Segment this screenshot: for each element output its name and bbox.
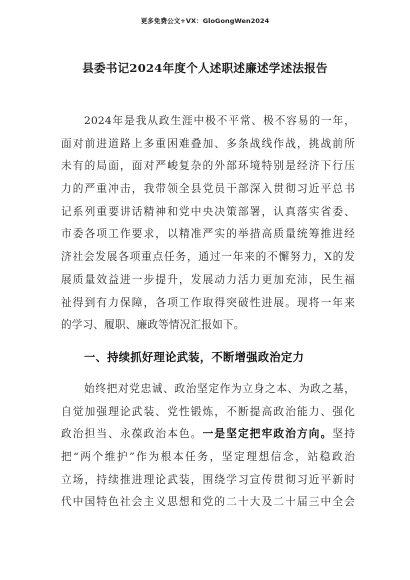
paragraph-line: 祉得到有力保障，各项工作取得突破性进展。现将一年来 [61,296,355,309]
paragraph-line: 2024年是我从政生涯中极不平常、极不容易的一年， [84,115,355,127]
paragraph-section1 [61,378,355,514]
paragraph-intro [61,110,355,337]
paragraph-line: 的学习、履职、廉政等情况汇报如下。 [61,319,245,332]
header-watermark: 更多免费公文+VX：GloGongWen2024 [140,17,270,25]
paragraph-line: 把“两个维护”作为根本任务，坚定理想信念，站稳政治 [61,451,355,464]
paragraph-line: 立场，持续推进理论武装，围绕学习宣传贯彻习近平新时 [61,473,355,486]
paragraph-text: 政治担当、永葆政治本色。 [61,428,203,441]
section-heading: 一、持续抓好理论武装，不断增强政治定力 [84,351,305,364]
paragraph-line: 记系列重要讲话精神和党中央决策部署，认真落实省委、 [61,205,355,218]
paragraph-line: 济社会发展各项重点任务，通过一年来的不懈努力，X的发 [61,251,355,264]
document-title: 县委书记2024年度个人述职述廉述学述法报告 [82,61,328,75]
paragraph-line: 力的严重冲击，我带领全县党员干部深入贯彻习近平总书 [61,183,355,196]
paragraph-line: 面对前进道路上多重困难叠加、多条战线作战，挑战前所 [61,137,355,150]
paragraph-text: 坚持 [332,428,355,441]
paragraph-line: 市委各项工作要求，以精准严实的举措高质量统筹推进经 [61,228,355,241]
emphasis-text: 一是坚定把牢政治方向。 [202,428,333,441]
paragraph-line: 始终把对党忠诚、政治坚定作为立身之本、为政之基， [84,383,355,395]
paragraph-line: 未有的局面，面对严峻复杂的外部环境特别是经济下行压 [61,160,355,173]
paragraph-line: 展质量效益进一步提升，发展动力活力更加充沛，民生福 [61,273,355,286]
paragraph-line: 代中国特色社会主义思想和党的二十大及二十届三中全会 [61,496,355,509]
paragraph-line: 自觉加强理论武装、党性锻炼，不断提高政治能力、强化 [61,405,355,418]
paragraph-line-mixed [61,423,355,446]
